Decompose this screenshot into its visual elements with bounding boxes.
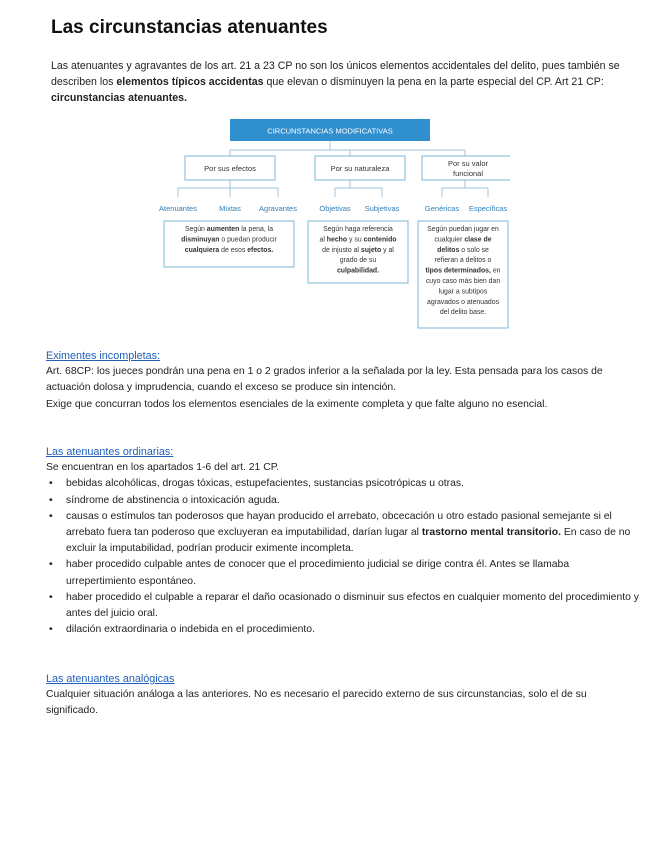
desc-run: o solo se <box>459 246 489 254</box>
page-title: Las circunstancias atenuantes <box>51 17 328 38</box>
desc-run: de esos <box>219 246 248 254</box>
desc-line <box>322 247 394 254</box>
eximentes-heading: Eximentes incompletas: <box>46 350 161 362</box>
intro-paragraph <box>51 58 621 106</box>
list-item: • dilación extraordinaria o indebida en el procedimiento. <box>46 622 641 638</box>
desc-run: y al <box>381 246 394 254</box>
desc-run: la pena, la <box>239 226 274 233</box>
category-objetivas: Objetivas <box>319 204 351 213</box>
desc-line <box>439 288 488 295</box>
list-item: • bebidas alcohólicas, drogas tóxicas, estupefacientes, sustancias psicotrópicas u otras. <box>46 476 641 492</box>
desc-run: hecho <box>326 236 348 244</box>
desc-run: cualquier <box>434 236 465 244</box>
intro-bold-2: circunstancias atenuantes. <box>51 92 188 104</box>
desc-line <box>340 257 377 264</box>
desc-run: agravados o atenuados <box>426 298 500 306</box>
item3-text-2: En caso de no excluir la imputabilidad, podrían producir eximente incompleta. <box>66 527 631 555</box>
item3-bold: trastorno mental transitorio. <box>421 527 561 539</box>
desc-line <box>440 309 486 316</box>
desc-run: al <box>319 236 327 244</box>
desc-run: efectos. <box>247 246 274 254</box>
desc-line <box>434 236 491 243</box>
ordinarias-intro: Se encuentran en los apartados 1-6 del art. 21 CP. <box>46 462 280 474</box>
intro-text-2: que elevan o disminuyen la pena en la parte especial del CP. Art 21 CP: <box>263 76 604 88</box>
desc-run: cualquiera <box>184 246 220 254</box>
eximentes-paragraph-2: Exige que concurran todos los elementos esenciales de la eximente completa y que falte alguno no esencial. <box>46 398 548 410</box>
desc-run: o puedan producir <box>219 236 277 244</box>
list-item: • haber procedido el culpable a reparar el daño ocasionado o disminuir sus efectos en cualquier momento del procedimiento y antes del juicio oral. <box>46 590 641 622</box>
intro-text-1: Las atenuantes y agravantes de los art. 21 a 23 CP no son los únicos elementos accidentales del delito, pues también se describen los <box>51 60 620 88</box>
desc-line <box>425 268 500 275</box>
desc-run: cuyo caso más bien dan <box>425 278 501 285</box>
desc-run: clase de <box>464 236 492 244</box>
desc-line <box>426 278 500 285</box>
category-atenuantes: Atenuantes <box>159 204 197 213</box>
desc-line <box>437 247 489 254</box>
analogicas-text: Cualquier situación análoga a las anteriores. No es necesario el parecido externo de sus circunstancias, solo el de su significado. <box>46 689 587 717</box>
desc-line <box>427 299 500 306</box>
desc-run: contenido <box>363 236 397 244</box>
item3-text-1: causas o estímulos tan poderosos que hayan producido el arrebato, obcecación u otro estado pasional semejante si el arrebato fuera tan poderoso que excluyeran ea imputabilidad, darían lugar al <box>66 510 612 539</box>
desc-run: y su <box>347 236 364 244</box>
desc-line <box>185 247 274 254</box>
analogicas-heading: Las atenuantes analógicas <box>46 673 175 685</box>
category-mixtas: Mixtas <box>219 204 241 213</box>
desc-line <box>323 226 393 233</box>
ordinarias-list <box>46 476 641 638</box>
section-analogicas <box>46 671 641 720</box>
classification-diagram <box>150 117 510 332</box>
desc-run: culpabilidad. <box>336 267 380 275</box>
desc-run: Según puedan jugar en <box>427 226 499 233</box>
intro-bold-1: elementos típicos accidentas <box>116 76 264 88</box>
eximentes-paragraph-1: Art. 68CP: los jueces pondrán una pena en 1 o 2 grados inferior a la señalada por la ley. Esta pensada para los casos de actuación dolosa y imprudencia, cuando el exceso se produce sin intención. <box>46 366 603 394</box>
desc-line <box>337 268 379 275</box>
desc-line <box>427 226 499 233</box>
desc-line <box>320 236 397 243</box>
group-label-naturaleza: Por su naturaleza <box>330 164 390 173</box>
group-label-valor-line1: Por su valor <box>447 159 489 168</box>
list-item: • haber procedido culpable antes de conocer que el procedimiento judicial se dirige contra él. Antes se llamaba urrepertimiento espontáneo. <box>46 557 641 589</box>
desc-run: aumenten <box>206 226 240 233</box>
group-label-efectos: Por sus efectos <box>204 164 256 173</box>
desc-text-valor-funcional <box>425 226 500 316</box>
diagram-root-label: CIRCUNSTANCIAS MODIFICATIVAS <box>267 126 393 136</box>
desc-run: disminuyan <box>181 236 220 244</box>
desc-line <box>185 226 273 233</box>
desc-run: de injusto al <box>322 246 361 254</box>
list-item: • síndrome de abstinencia o intoxicación aguda. <box>46 493 641 509</box>
category-especificas: Específicas <box>468 204 508 213</box>
group-label-valor-line2: funcional <box>452 169 484 178</box>
category-agravantes: Agravantes <box>259 204 297 213</box>
desc-text-efectos <box>181 226 277 254</box>
desc-run: Según haga referencia <box>323 226 393 233</box>
section-ordinarias <box>46 444 641 638</box>
list-item <box>46 509 641 558</box>
desc-run: del delito base. <box>439 309 487 317</box>
section-eximentes <box>46 348 641 413</box>
category-subjetivas: Subjetivas <box>364 204 400 213</box>
category-genericas: Genéricas <box>424 204 460 213</box>
desc-run: Según <box>184 226 207 233</box>
desc-run: en <box>490 267 501 275</box>
desc-run: delitos <box>437 246 460 254</box>
desc-run: tipos determinados, <box>425 267 491 275</box>
desc-run: lugar a subtipos <box>438 288 488 296</box>
ordinarias-heading: Las atenuantes ordinarias: <box>46 446 174 458</box>
desc-line <box>435 257 492 264</box>
desc-run: sujeto <box>360 246 382 254</box>
desc-line <box>181 236 277 243</box>
desc-run: refieran a delitos o <box>434 257 492 265</box>
desc-run: grado de su <box>339 257 377 265</box>
